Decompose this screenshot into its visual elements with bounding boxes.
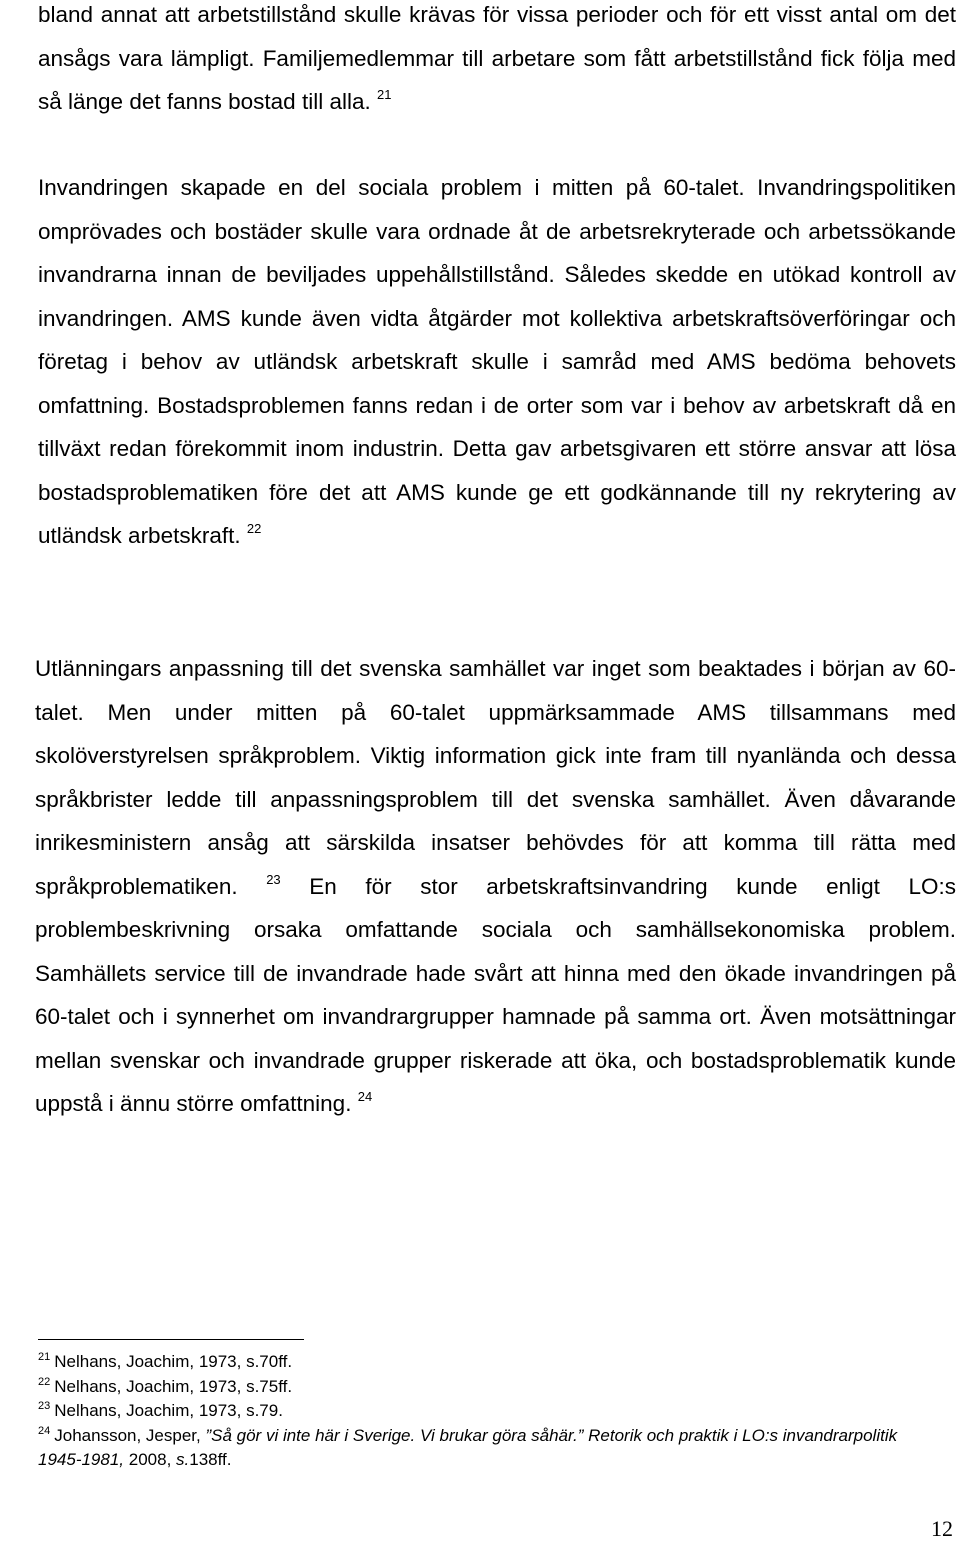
paragraph-text: Utlänningars anpassning till det svenska samhället var inget som beaktades i början av 60-talet. Men under mitten på 60-talet uppmärksammade AMS tillsammans med skolöverstyrelsen språkproblem. Viktig information gick inte fram till nyanlända och dessa språkbrister ledde till anpassningsproblem till det svenska samhället. Även dåvarande inrikesministern ansåg att särskilda insatser behövdes för att komma till rätta med språkproblematiken. (35, 656, 956, 899)
footnote-title: ”Så gör vi inte här i Sverige. Vi brukar göra såhär.” Retorik och praktik i LO:s invandrarpolitik 1945-1981, (38, 1425, 898, 1469)
footnote (38, 1424, 938, 1473)
paragraph-2 (38, 166, 956, 558)
page-number: 12 (931, 1516, 953, 1541)
footnote-number: 24 (38, 1424, 51, 1437)
paragraph-text: Invandringen skapade en del sociala problem i mitten på 60-talet. Invandringspolitiken omprövades och bostäder skulle vara ordnade åt de arbetsrekryterade och arbetssökande invandrarna innan de beviljades uppehållstillstånd. Således skedde en utökad kontroll av invandringen. AMS kunde även vidta åtgärder mot kollektiva arbetskraftsöverföringar och företag i behov av utländsk arbetskraft skulle i samråd med AMS bedöma behovets omfattning. Bostadsproblemen fanns redan i de orter som var i behov av arbetskraft då en tillväxt redan förekommit inom industrin. Detta gav arbetsgivaren ett större ansvar att lösa bostadsproblematiken före det att AMS kunde ge ett godkännande till ny rekrytering av utländsk arbetskraft. (38, 175, 956, 548)
footnote (38, 1375, 938, 1400)
footnote-pages: 138ff. (189, 1450, 232, 1469)
paragraph-text: En för stor arbetskraftsinvandring kunde enligt LO:s problembeskrivning orsaka omfattande sociala och samhällsekonomiska problem. Samhällets service till de invandrade hade svårt att hinna med den ökade invandringen på 60-talet och i synnerhet om invandrargrupper hamnade på samma ort. Även motsättningar mellan svenskar och invandrade grupper riskerade att öka, och bostadsproblematik kunde uppstå i ännu större omfattning. (35, 873, 956, 1116)
footnote-number: 23 (38, 1400, 51, 1412)
footnote-reference[interactable]: 21 (377, 87, 392, 102)
paragraph-text: bland annat att arbetstillstånd skulle krävas för vissa perioder och för ett visst antal om det ansågs vara lämpligt. Familjemedlemmar till arbetare som fått arbetstillstånd fick följa med så länge det fanns bostad till alla. (38, 2, 956, 114)
footnote (38, 1350, 938, 1375)
footnote-number: 22 (38, 1375, 51, 1388)
footnote-reference[interactable]: 23 (266, 871, 281, 887)
footnote-reference[interactable]: 24 (357, 1089, 373, 1104)
footnotes (38, 1350, 938, 1473)
footnote-text: Nelhans, Joachim, 1973, s.75ff. (54, 1376, 293, 1396)
footnote-number: 21 (38, 1351, 51, 1363)
footnote-reference[interactable]: 22 (246, 521, 262, 536)
footnote-text: Nelhans, Joachim, 1973, s.70ff. (54, 1352, 293, 1371)
footnote (38, 1399, 938, 1424)
paragraph-3 (35, 647, 956, 1126)
paragraph-1 (38, 0, 956, 124)
footnote-year: 2008, (124, 1450, 177, 1469)
footnote-separator (38, 1339, 304, 1340)
footnote-text: Nelhans, Joachim, 1973, s.79. (54, 1401, 283, 1420)
footnote-author: Johansson, Jesper, (54, 1425, 206, 1445)
footnote-page-prefix: s. (176, 1450, 190, 1469)
